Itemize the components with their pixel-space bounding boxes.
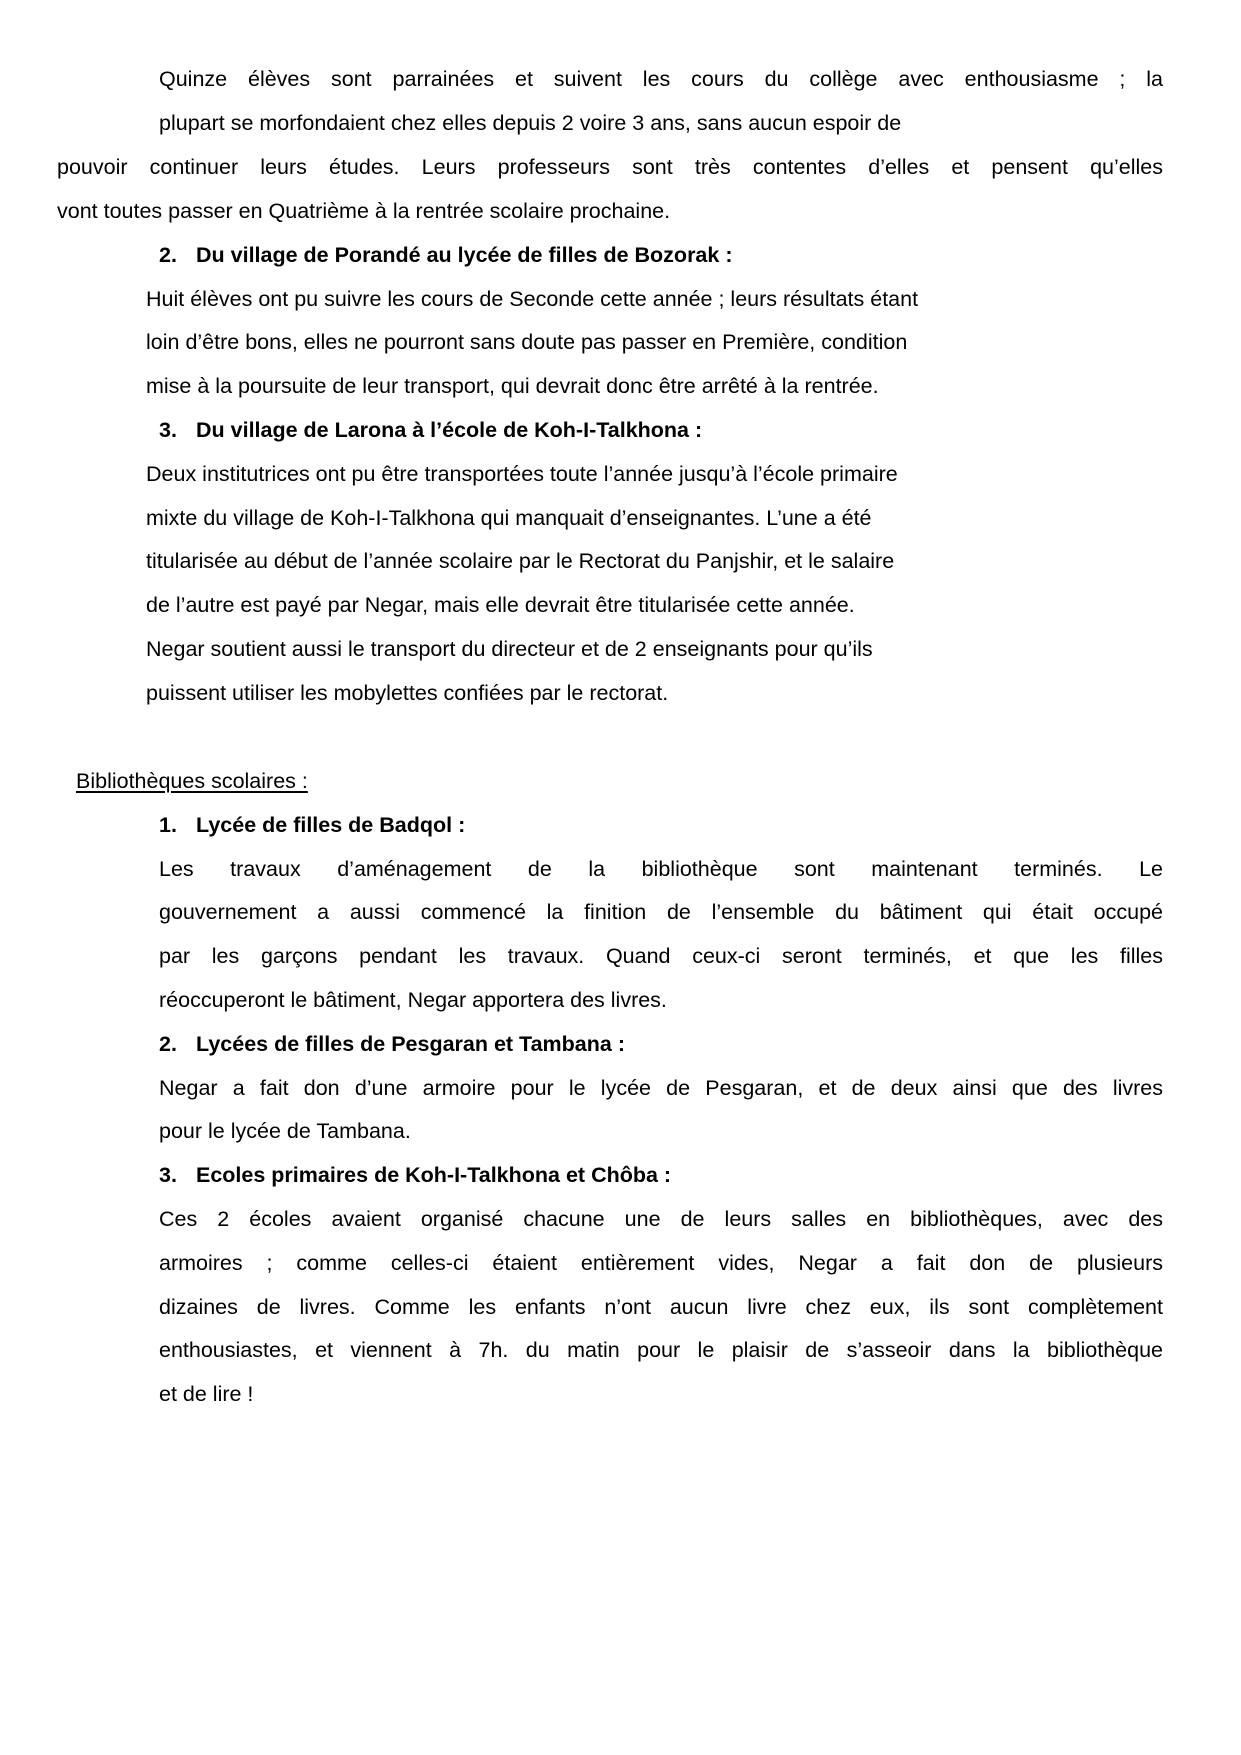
paragraph-line: Negar soutient aussi le transport du directeur et de 2 enseignants pour qu’ils xyxy=(146,637,873,661)
paragraph-line: pour le lycée de Tambana. xyxy=(159,1119,411,1143)
paragraph-line: par les garçons pendant les travaux. Quand ceux-ci seront terminés, et que les filles xyxy=(159,944,1163,968)
list-number: 2. xyxy=(159,243,177,267)
list-number: 2. xyxy=(159,1032,177,1056)
paragraph-line: loin d’être bons, elles ne pourront sans doute pas passer en Première, condition xyxy=(146,330,908,354)
list-item-heading xyxy=(159,812,465,838)
section-heading: Bibliothèques scolaires : xyxy=(76,769,308,793)
list-number: 3. xyxy=(159,1163,177,1187)
paragraph-line: pouvoir continuer leurs études. Leurs professeurs sont très contentes d’elles et pensent qu’elles xyxy=(57,155,1163,179)
list-item-title: Du village de Porandé au lycée de filles de Bozorak : xyxy=(196,243,733,267)
paragraph-line: enthousiastes, et viennent à 7h. du matin pour le plaisir de s’asseoir dans la bibliothèque xyxy=(159,1338,1163,1362)
list-item-title: Du village de Larona à l’école de Koh-I-Talkhona : xyxy=(196,418,703,442)
list-item-heading xyxy=(159,1031,625,1057)
paragraph-line: Quinze élèves sont parrainées et suivent les cours du collège avec enthousiasme ; la xyxy=(159,67,1163,91)
paragraph-line: gouvernement a aussi commencé la finition de l’ensemble du bâtiment qui était occupé xyxy=(159,900,1163,924)
paragraph-line: et de lire ! xyxy=(159,1382,254,1406)
list-item-title: Lycées de filles de Pesgaran et Tambana : xyxy=(196,1032,625,1056)
paragraph-line: de l’autre est payé par Negar, mais elle devrait être titularisée cette année. xyxy=(146,593,855,617)
paragraph-line: dizaines de livres. Comme les enfants n’ont aucun livre chez eux, ils sont complètement xyxy=(159,1295,1163,1319)
paragraph-line: Les travaux d’aménagement de la bibliothèque sont maintenant terminés. Le xyxy=(159,857,1163,881)
list-item-heading xyxy=(159,1162,671,1188)
paragraph-line: Deux institutrices ont pu être transportées toute l’année jusqu’à l’école primaire xyxy=(146,462,898,486)
paragraph-line: Ces 2 écoles avaient organisé chacune une de leurs salles en bibliothèques, avec des xyxy=(159,1207,1163,1231)
paragraph-line: Huit élèves ont pu suivre les cours de Seconde cette année ; leurs résultats étant xyxy=(146,287,919,311)
list-number: 1. xyxy=(159,813,177,837)
list-item-title: Ecoles primaires de Koh-I-Talkhona et Chôba : xyxy=(196,1163,672,1187)
list-number: 3. xyxy=(159,418,177,442)
paragraph-line: réoccuperont le bâtiment, Negar apportera des livres. xyxy=(159,988,667,1012)
paragraph-line: Negar a fait don d’une armoire pour le lycée de Pesgaran, et de deux ainsi que des livres xyxy=(159,1076,1163,1100)
paragraph-line: armoires ; comme celles-ci étaient entièrement vides, Negar a fait don de plusieurs xyxy=(159,1251,1163,1275)
list-item-title: Lycée de filles de Badqol : xyxy=(196,813,466,837)
paragraph-line: mixte du village de Koh-I-Talkhona qui manquait d’enseignantes. L’une a été xyxy=(146,506,872,530)
paragraph-line: puissent utiliser les mobylettes confiées par le rectorat. xyxy=(146,681,669,705)
list-item-heading xyxy=(159,417,702,443)
list-item-heading xyxy=(159,242,732,268)
paragraph-line: mise à la poursuite de leur transport, qui devrait donc être arrêté à la rentrée. xyxy=(146,374,879,398)
paragraph-line: titularisée au début de l’année scolaire par le Rectorat du Panjshir, et le salaire xyxy=(146,549,895,573)
paragraph-line: plupart se morfondaient chez elles depuis 2 voire 3 ans, sans aucun espoir de xyxy=(159,111,902,135)
paragraph-line: vont toutes passer en Quatrième à la rentrée scolaire prochaine. xyxy=(57,199,671,223)
